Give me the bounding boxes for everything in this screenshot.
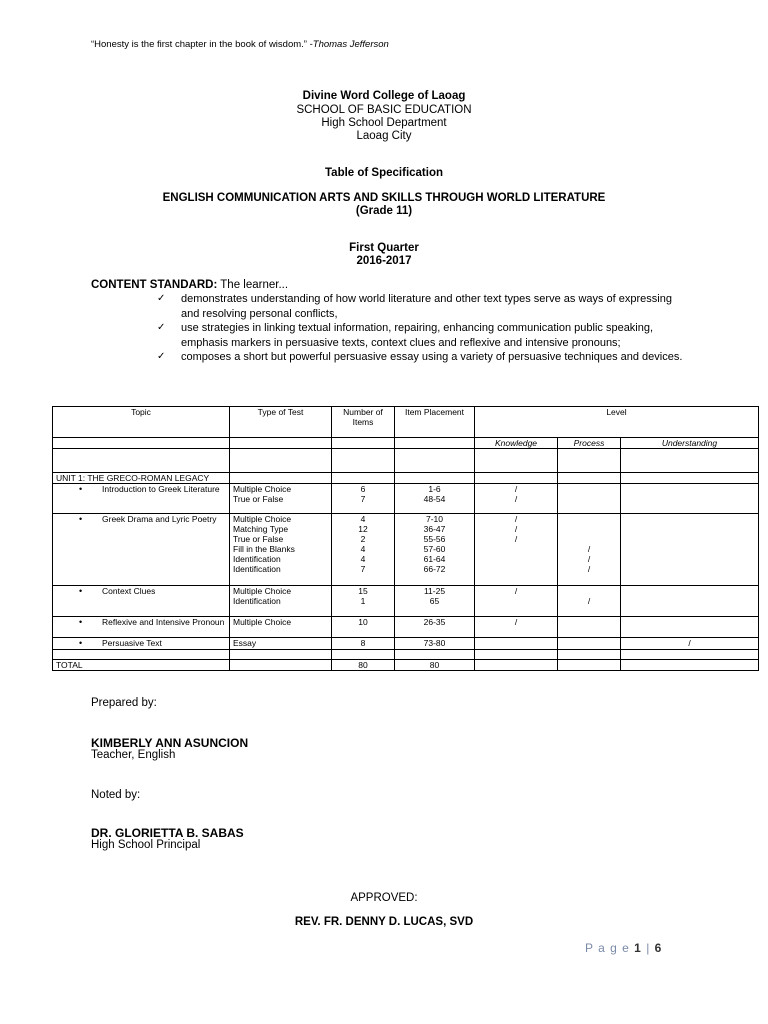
table-row xyxy=(53,638,759,650)
grade-level: (Grade 11) xyxy=(355,205,413,217)
header-type-of-test: Type of Test xyxy=(230,407,332,438)
document-title: Table of Specification xyxy=(325,167,443,179)
bullet-icon: • xyxy=(79,617,83,627)
topic-name: Context Clues xyxy=(102,586,156,596)
test-type: Multiple Choice True or False xyxy=(230,484,332,514)
department-1: SCHOOL OF BASIC EDUCATION xyxy=(296,104,472,116)
page-separator: | xyxy=(646,941,651,955)
prepared-by-role: Teacher, English xyxy=(91,749,176,761)
page-number: 1 xyxy=(634,941,642,955)
specification-table xyxy=(52,406,759,671)
item-count: 10 xyxy=(332,617,395,638)
understanding-mark xyxy=(621,514,759,586)
approved-name: REV. FR. DENNY D. LUCAS, SVD xyxy=(294,916,474,928)
item-placement: 1-6 48-54 xyxy=(395,484,475,514)
knowledge-mark: / xyxy=(475,586,558,617)
bullet-icon: • xyxy=(79,586,83,596)
header-topic: Topic xyxy=(53,407,230,438)
noted-by-label: Noted by: xyxy=(91,789,141,801)
test-type: Multiple Choice xyxy=(230,617,332,638)
process-mark xyxy=(558,617,621,638)
quarter: First Quarter xyxy=(349,242,419,254)
content-standard-intro: The learner... xyxy=(217,279,289,291)
understanding-mark xyxy=(621,617,759,638)
table-row xyxy=(53,473,759,484)
noted-by-role: High School Principal xyxy=(91,839,201,851)
header-item-placement: Item Placement xyxy=(395,407,475,438)
topic-name: Reflexive and Intensive Pronoun xyxy=(102,617,225,627)
test-type: Multiple Choice Matching Type True or False Fill in the Blanks Identification Identification xyxy=(230,514,332,586)
understanding-mark xyxy=(621,586,759,617)
topic-name: Introduction to Greek Literature xyxy=(102,484,220,494)
city: Laoag City xyxy=(356,130,412,142)
table-row xyxy=(53,514,759,586)
topic-name: Persuasive Text xyxy=(102,638,162,648)
item-placement: 73-80 xyxy=(395,638,475,650)
checkmark-icon: ✓ xyxy=(157,322,166,333)
page-footer xyxy=(585,941,662,955)
process-mark: / / / xyxy=(558,514,621,586)
understanding-mark xyxy=(621,484,759,514)
understanding-mark: / xyxy=(621,638,759,650)
subject-title: ENGLISH COMMUNICATION ARTS AND SKILLS THROUGH WORLD LITERATURE xyxy=(162,192,606,204)
checkmark-icon: ✓ xyxy=(157,351,166,362)
page-word: P a g e xyxy=(585,941,630,955)
item-count: 8 xyxy=(332,638,395,650)
item-placement: 11-25 65 xyxy=(395,586,475,617)
header-understanding: Understanding xyxy=(621,438,759,449)
process-mark xyxy=(558,638,621,650)
topic-name: Greek Drama and Lyric Poetry xyxy=(102,514,217,524)
school-name: Divine Word College of Laoag xyxy=(302,90,466,102)
header-number-of-items: Number of Items xyxy=(332,407,395,438)
list-item: ✓ composes a short but powerful persuasive essay using a variety of persuasive techniques and devices. xyxy=(157,351,683,363)
checkmark-icon: ✓ xyxy=(157,293,166,304)
approved-label: APPROVED: xyxy=(350,892,418,904)
item-count: 4 12 2 4 4 7 xyxy=(332,514,395,586)
table-row xyxy=(53,617,759,638)
item-count: 6 7 xyxy=(332,484,395,514)
header-knowledge: Knowledge xyxy=(475,438,558,449)
noted-by-name: DR. GLORIETTA B. SABAS xyxy=(91,826,244,840)
test-type: Essay xyxy=(230,638,332,650)
bullet-icon: • xyxy=(79,484,83,494)
total-placement: 80 xyxy=(395,660,475,671)
list-item: ✓ use strategies in linking textual information, repairing, enhancing communication public speaking, emphasis markers in persuasive texts, context clues and reflexive and intensive pronouns; xyxy=(157,322,654,349)
content-standard-list xyxy=(157,292,692,365)
knowledge-mark: / / xyxy=(475,484,558,514)
item-placement: 7-10 36-47 55-56 57-60 61-64 66-72 xyxy=(395,514,475,586)
quote-text: “Honesty is the first chapter in the book of wisdom.” - xyxy=(91,39,313,50)
page-total: 6 xyxy=(654,941,663,955)
knowledge-mark xyxy=(475,638,558,650)
content-standard-heading xyxy=(91,279,288,291)
prepared-by-name: KIMBERLY ANN ASUNCION xyxy=(91,736,249,750)
quote-author: Thomas Jefferson xyxy=(312,39,389,50)
epigraph-quote xyxy=(91,39,389,50)
table-total-row xyxy=(53,660,759,671)
test-type: Multiple Choice Identification xyxy=(230,586,332,617)
table-subheader-row xyxy=(53,438,759,449)
list-item: ✓ demonstrates understanding of how world literature and other text types serve as ways of expressing and resolving personal conflicts, xyxy=(157,293,672,320)
content-standard-label: CONTENT STANDARD: xyxy=(91,279,218,291)
table-row xyxy=(53,449,759,473)
school-year: 2016-2017 xyxy=(356,255,412,267)
header-level: Level xyxy=(475,407,759,438)
bullet-icon: • xyxy=(79,514,83,524)
knowledge-mark: / xyxy=(475,617,558,638)
table-row xyxy=(53,586,759,617)
department-2: High School Department xyxy=(321,117,447,129)
item-placement: 26-35 xyxy=(395,617,475,638)
process-mark: / xyxy=(558,586,621,617)
table-row xyxy=(53,650,759,660)
prepared-by-label: Prepared by: xyxy=(91,697,157,709)
knowledge-mark: / / / xyxy=(475,514,558,586)
unit-title: UNIT 1: THE GRECO-ROMAN LEGACY xyxy=(53,473,230,484)
total-items: 80 xyxy=(332,660,395,671)
header-process: Process xyxy=(558,438,621,449)
table-header-row xyxy=(53,407,759,438)
item-count: 15 1 xyxy=(332,586,395,617)
process-mark xyxy=(558,484,621,514)
table-row xyxy=(53,484,759,514)
bullet-icon: • xyxy=(79,638,83,648)
total-label: TOTAL xyxy=(53,660,230,671)
